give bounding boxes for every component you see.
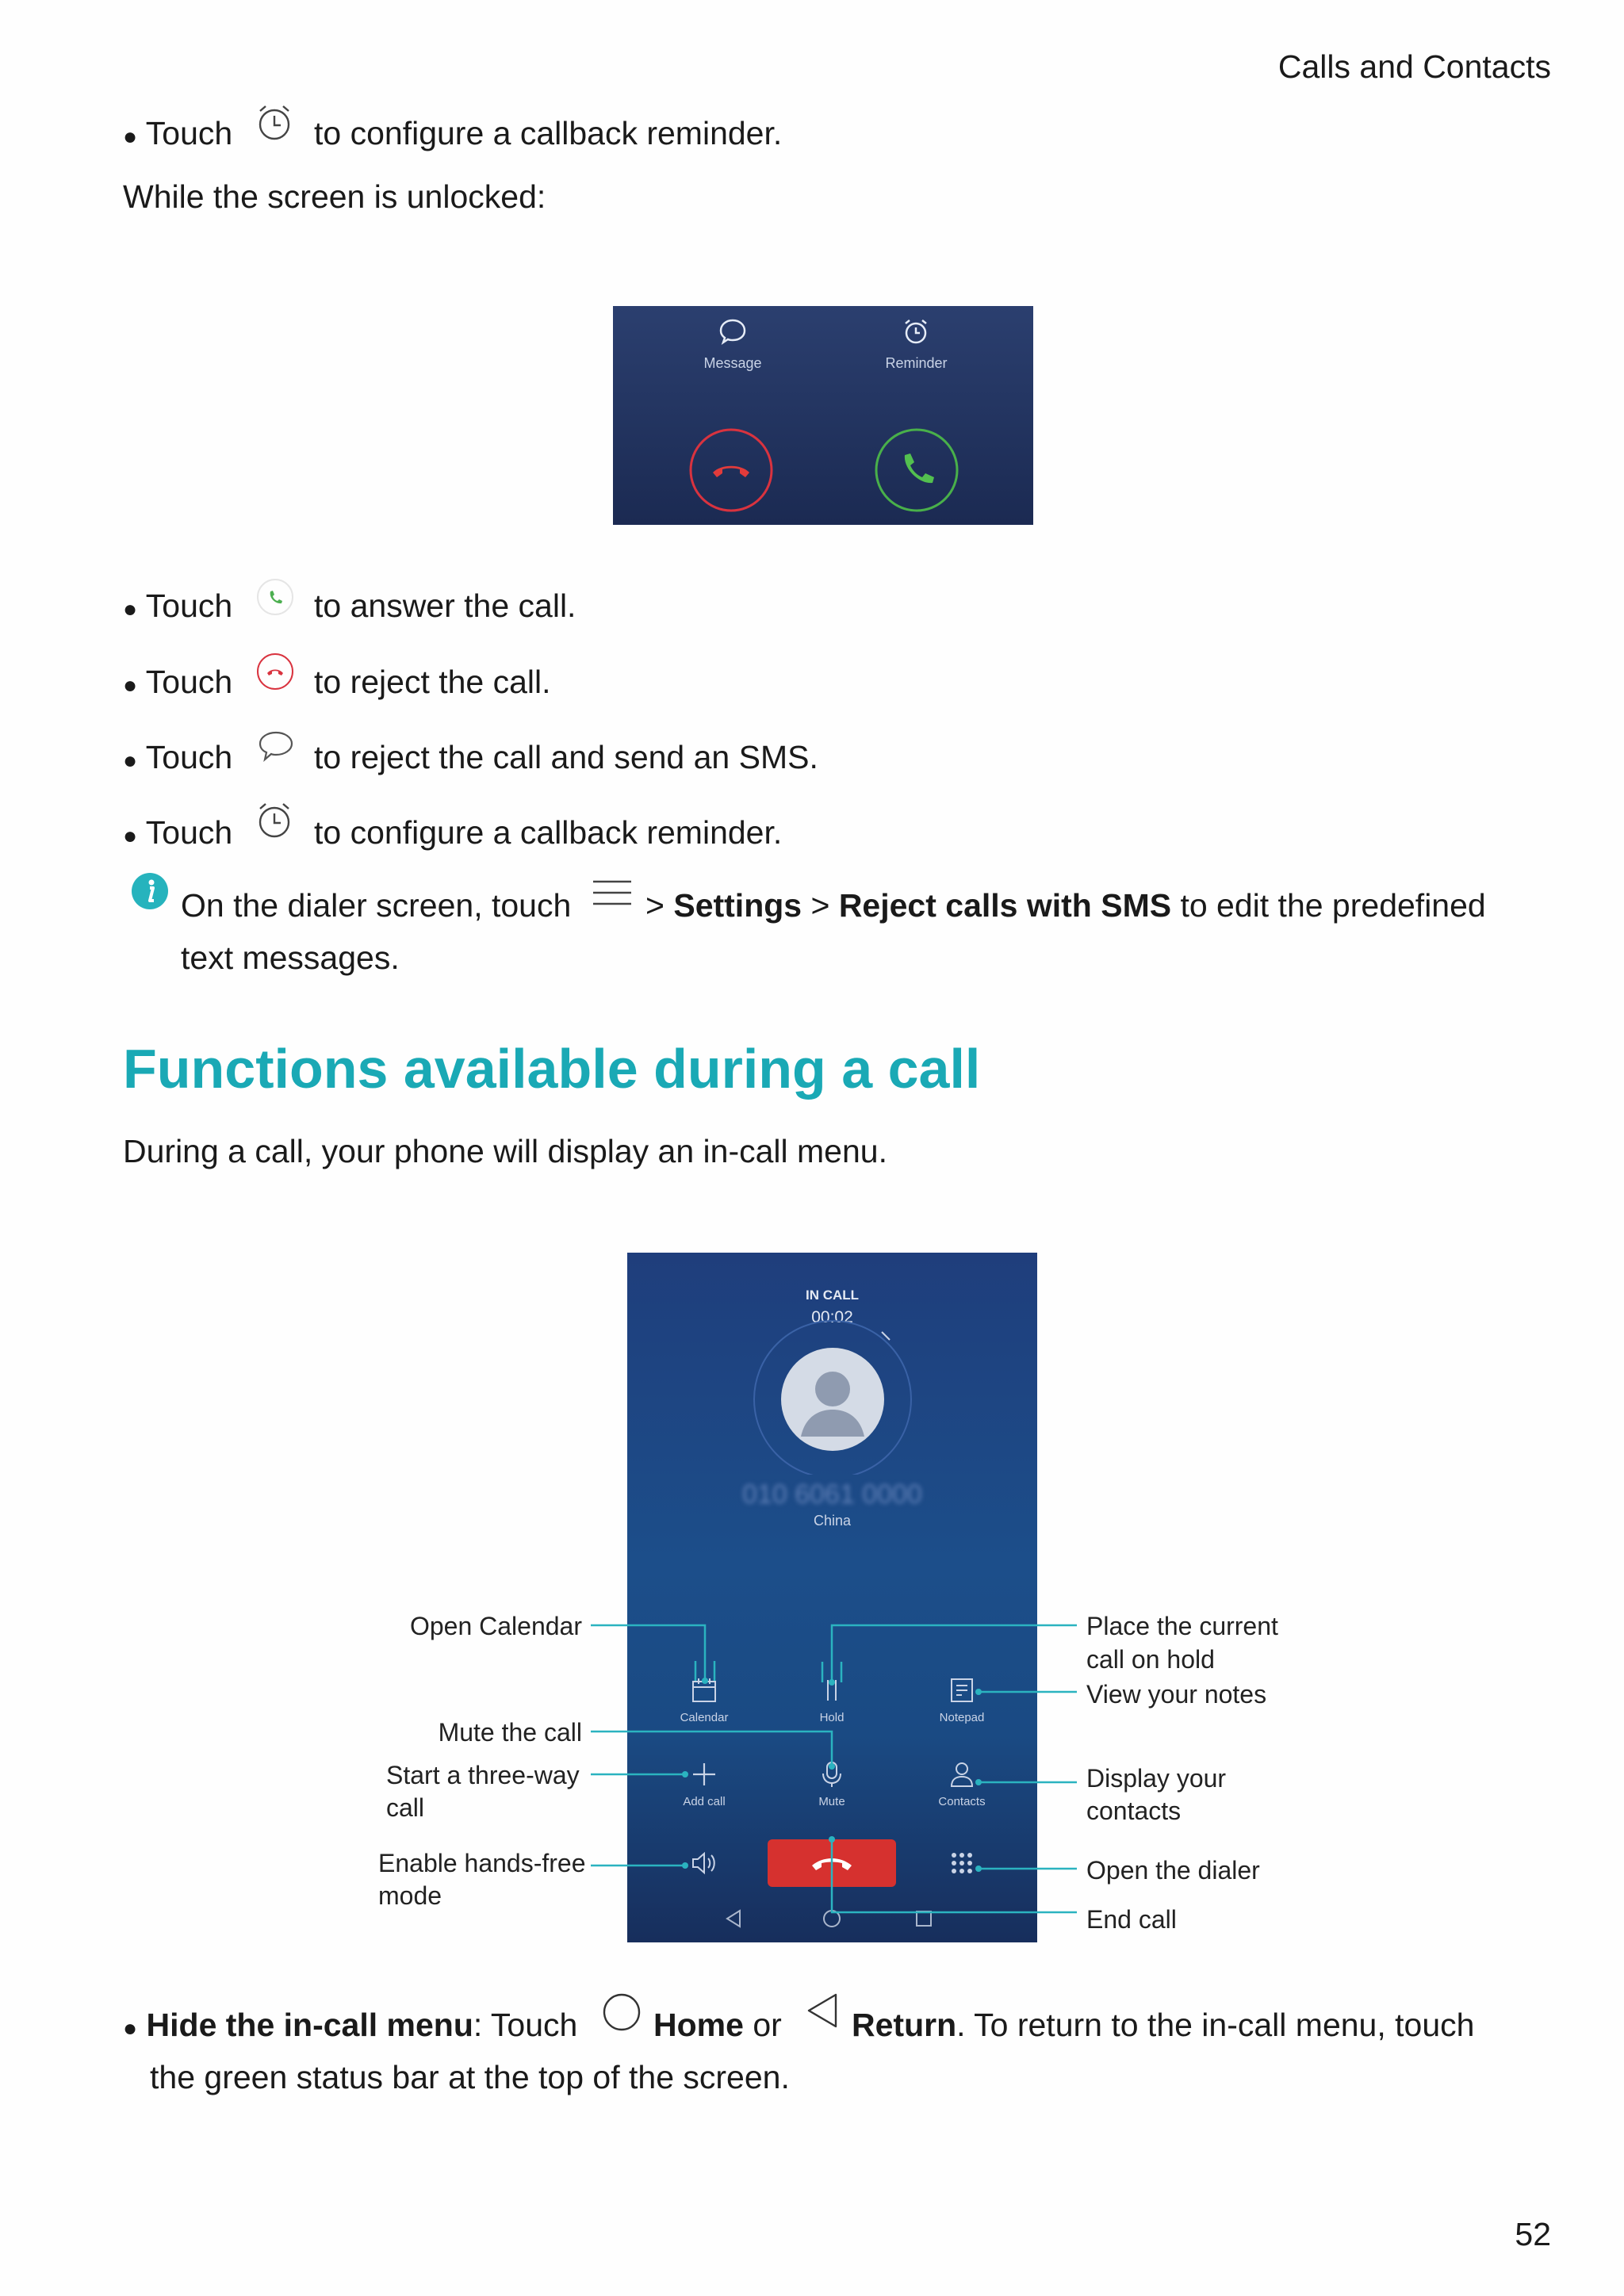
contacts-label: Contacts [938,1795,986,1808]
unlocked-intro: While the screen is unlocked: [123,178,546,215]
return-triangle-icon [802,1990,844,2031]
hold-label: Hold [819,1711,845,1724]
callout-hold-2: call on hold [1086,1645,1215,1674]
answer-text: to answer the call. [314,587,576,624]
note-line2: text messages. [181,939,400,976]
add-call-label: Add call [683,1795,726,1808]
line-calendar [591,1625,705,1681]
note-line1-end: > Settings > Reject calls with SMS to edit the predefined [645,887,1486,924]
callout-hold-1: Place the current [1086,1612,1278,1640]
callout-end-call: End call [1086,1905,1177,1934]
callout-contacts-2: contacts [1086,1797,1182,1825]
reminder-label: Reminder [885,355,948,371]
home-circle-icon [601,1992,642,2033]
top-bullet: ● Touch [123,115,233,151]
bullet-sms: ● Touch [123,739,233,775]
running-header: Calls and Contacts [1277,48,1551,85]
sms-text: to reject the call and send an SMS. [314,739,818,775]
line-hold [832,1625,1077,1682]
callout-dialer: Open the dialer [1086,1856,1260,1885]
calendar-label: Calendar [680,1711,729,1724]
callout-notes: View your notes [1086,1680,1267,1709]
note-line1-start: On the dialer screen, touch [181,887,572,924]
section-intro: During a call, your phone will display an in-call menu. [123,1133,887,1169]
phone-number: 010 6061 0000 [742,1479,922,1510]
call-timer: 00:02 [811,1308,853,1326]
callout-open-calendar: Open Calendar [409,1612,582,1640]
hide-menu-line2: the green status bar at the top of the screen. [150,2059,790,2095]
in-call-label: IN CALL [805,1288,860,1303]
hide-menu-line1-mid: Home or [653,2007,782,2043]
reminder-text: to configure a callback reminder. [314,814,783,851]
section-title: Functions available during a call [123,1038,981,1100]
callout-three-way-2: call [386,1793,425,1822]
reject-text: to reject the call. [314,664,551,700]
bullet-reject: ● Touch [123,664,233,700]
message-label: Message [703,355,762,371]
bullet-answer: ● Touch [123,587,233,624]
notepad-label: Notepad [939,1711,985,1724]
callout-mute: Mute the call [438,1718,582,1747]
location: China [813,1513,852,1529]
callout-contacts-1: Display your [1086,1764,1227,1793]
line-mute [591,1732,832,1766]
hide-menu-line1-end: Return. To return to the in-call menu, touch [852,2007,1475,2043]
line-endcall [832,1839,1077,1912]
callout-handsfree-1: Enable hands-free [378,1849,586,1877]
top-reminder-text: to configure a callback reminder. [314,115,783,151]
hide-menu-line1-start: ● Hide the in-call menu: Touch [123,2007,578,2043]
bullet-reminder: ● Touch [123,814,233,851]
callout-three-way-1: Start a three-way [386,1761,580,1789]
mute-label: Mute [818,1795,845,1808]
callout-handsfree-2: mode [378,1881,442,1910]
page-number: 52 [1515,2216,1551,2252]
